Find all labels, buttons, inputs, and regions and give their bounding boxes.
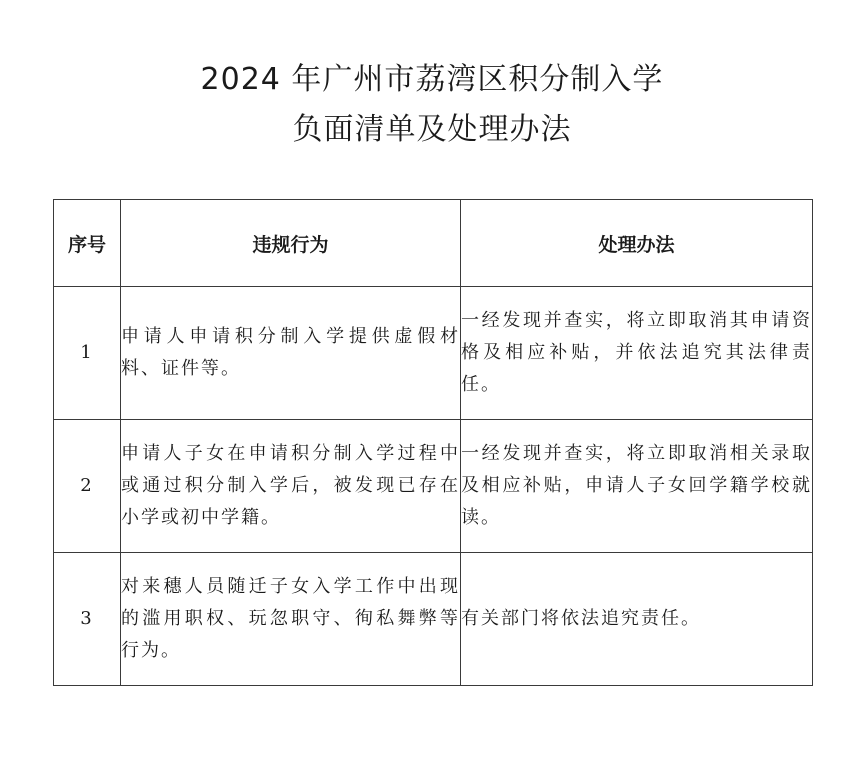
- row-violation: [121, 420, 461, 553]
- row-violation: [121, 287, 461, 420]
- document-title: [0, 55, 864, 155]
- document-title-line-2: 负面清单及处理办法: [292, 112, 572, 147]
- table-row: [54, 420, 813, 553]
- row-handling: [461, 287, 813, 420]
- row-handling: [461, 553, 813, 686]
- row-seq: 2: [54, 420, 121, 553]
- row-seq: 1: [54, 287, 121, 420]
- handling-text: 有关部门将依法追究责任。: [461, 608, 701, 629]
- row-seq: 3: [54, 553, 121, 686]
- table-header: [54, 200, 813, 287]
- violation-text: 申请人子女在申请积分制入学过程中或通过积分制入学后，被发现已存在小学或初中学籍。: [121, 443, 460, 528]
- header-seq: 序号: [54, 200, 121, 287]
- table-row: [54, 287, 813, 420]
- row-handling: [461, 420, 813, 553]
- negative-list-table: [53, 199, 813, 686]
- document-title-line-1: 2024 年广州市荔湾区积分制入学: [200, 62, 664, 97]
- header-handling: 处理办法: [461, 200, 813, 287]
- table-row: [54, 553, 813, 686]
- header-violation: 违规行为: [121, 200, 461, 287]
- handling-text: 一经发现并查实，将立即取消相关录取及相应补贴，申请人子女回学籍学校就读。: [461, 443, 812, 528]
- handling-text: 一经发现并查实，将立即取消其申请资格及相应补贴，并依法追究其法律责任。: [461, 310, 812, 395]
- violation-text: 申请人申请积分制入学提供虚假材料、证件等。: [121, 326, 460, 379]
- table-header-row: [54, 200, 813, 287]
- violation-text: 对来穗人员随迁子女入学工作中出现的滥用职权、玩忽职守、徇私舞弊等行为。: [121, 576, 460, 661]
- table-body: [54, 287, 813, 686]
- row-violation: [121, 553, 461, 686]
